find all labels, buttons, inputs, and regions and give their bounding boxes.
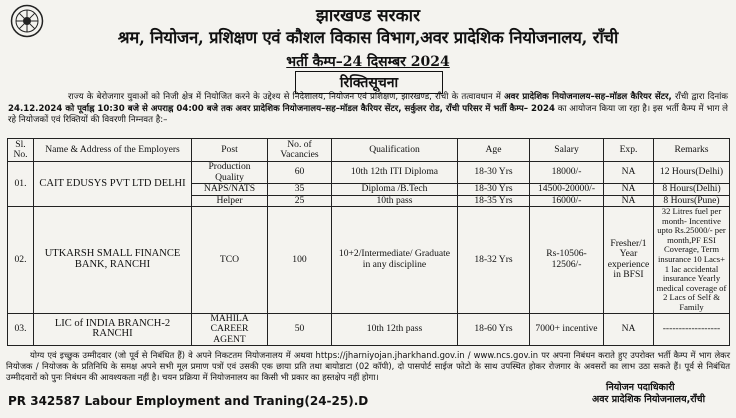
intro-text-2: राँची द्वारा दिनांक	[674, 92, 728, 102]
cell-age: 18-32 Yrs	[458, 207, 530, 314]
intro-bold-2: 24.12.2024 को पूर्वाह्न 10:30 बजे से अपराह्न 04:00 बजे तक अवर प्रादेशिक नियोजनालय–सह–मॉडल कैरियर सेंटर, सर्कुलर रोड, राँची परिसर में भर्ती कैम्प– 2024	[8, 103, 555, 114]
cell-remarks: 8 Hours(Delhi)	[654, 184, 730, 196]
intro-text-1: राज्य के बेरोजगार युवाओं को निजी क्षेत्र में नियोजित करने के उद्देश्य से निदेशालय, नियोजन एवं प्रशिक्षण, झारखण्ड, राँची के तत्वावधान में	[68, 92, 501, 102]
cell-post: TCO	[192, 207, 268, 314]
table-row	[8, 313, 730, 346]
cell-employer: CAIT EDUSYS PVT LTD DELHI	[34, 162, 192, 207]
col-header-remarks: Remarks	[654, 139, 730, 162]
cell-age: 18-35 Yrs	[458, 195, 530, 207]
col-header-salary: Salary	[530, 139, 604, 162]
col-header-qualification: Qualification	[332, 139, 458, 162]
cell-post: MAHILA CAREER AGENT	[192, 313, 268, 346]
cell-employer: LIC of INDIA BRANCH-2 RANCHI	[34, 313, 192, 346]
col-header-sl: Sl. No.	[8, 139, 34, 162]
intro-bold-1: अवर प्रादेशिक नियोजनालय–सह–मॉडल कैरियर सेंटर,	[504, 92, 672, 102]
cell-vacancies: 50	[268, 313, 332, 346]
cell-salary: 16000/-	[530, 195, 604, 207]
cell-sl: 01.	[8, 162, 34, 207]
header-government: झारखण्ड सरकार	[315, 6, 421, 26]
cell-vacancies: 35	[268, 184, 332, 196]
cell-vacancies: 25	[268, 195, 332, 207]
cell-salary: 14500-20000/-	[530, 184, 604, 196]
vacancy-table	[7, 138, 730, 346]
cell-remarks: 8 Hours(Pune)	[654, 195, 730, 207]
pr-number: PR 342587 Labour Employment and Traning(24-25).D	[8, 394, 369, 408]
signature-office: अवर प्रादेशिक नियोजनालय,राँची	[592, 394, 706, 405]
col-header-age: Age	[458, 139, 530, 162]
cell-exp: NA	[604, 162, 654, 184]
cell-remarks: 12 Hours(Delhi)	[654, 162, 730, 184]
header-vacancy-notice: रिक्तिसूचना	[295, 71, 443, 94]
intro-text-3: का आयोजन किया जा रहा है। इस भर्ती कैम्प में भाग ले रहे नियोजकों एवं रिक्तियों की विवरणी निम्नवत है:–	[8, 103, 728, 125]
cell-salary: 7000+ incentive	[530, 313, 604, 346]
cell-exp: NA	[604, 195, 654, 207]
cell-salary: 18000/-	[530, 162, 604, 184]
col-header-exp: Exp.	[604, 139, 654, 162]
cell-employer: UTKARSH SMALL FINANCE BANK, RANCHI	[34, 207, 192, 314]
cell-post: Helper	[192, 195, 268, 207]
cell-vacancies: 100	[268, 207, 332, 314]
cell-age: 18-30 Yrs	[458, 162, 530, 184]
cell-post: Production Quality	[192, 162, 268, 184]
table-row	[8, 162, 730, 184]
cell-remarks: 32 Litres fuel per month- Incentive upto Rs.25000/- per month,PF ESI Coverage, Term insurance 10 Lacs+ 1 lac accidental insurance Yearly medical coverage of 2 Lacs of Self & Family	[654, 207, 730, 314]
header-camp-date: भर्ती कैम्प–24 दिसम्बर 2024	[286, 54, 450, 70]
cell-remarks: ------------------	[654, 313, 730, 346]
cell-age: 18-60 Yrs	[458, 313, 530, 346]
cell-exp: NA	[604, 313, 654, 346]
col-header-post: Post	[192, 139, 268, 162]
footer-instructions	[6, 350, 730, 383]
table-row	[8, 207, 730, 314]
cell-salary: Rs-10506-12506/-	[530, 207, 604, 314]
cell-vacancies: 60	[268, 162, 332, 184]
cell-exp: NA	[604, 184, 654, 196]
cell-exp: Fresher/1 Year experience in BFSI	[604, 207, 654, 314]
cell-qualification: 10th pass	[332, 195, 458, 207]
cell-sl: 02.	[8, 207, 34, 314]
cell-qualification: Diploma /B.Tech	[332, 184, 458, 196]
header-department: श्रम, नियोजन, प्रशिक्षण एवं कौशल विकास विभाग,अवर प्रादेशिक नियोजनालय, राँची	[117, 28, 619, 47]
cell-sl: 03.	[8, 313, 34, 346]
intro-paragraph	[8, 92, 728, 127]
cell-post: NAPS/NATS	[192, 184, 268, 196]
cell-qualification: 10th 12th ITI Diploma	[332, 162, 458, 184]
cell-qualification: 10th 12th pass	[332, 313, 458, 346]
col-header-employer: Name & Address of the Employers	[34, 139, 192, 162]
table-header-row	[8, 139, 730, 162]
col-header-vacancies: No. of Vacancies	[268, 139, 332, 162]
signature-title: नियोजन पदाधिकारी	[606, 382, 675, 393]
footer-text: योग्य एवं इच्छुक उम्मीदवार (जो पूर्व से निबंधित हैं) वे अपने निकटतम नियोजनालय में अथवा https://jharniyojan.jharkhand.gov.in / www.ncs.gov.in पर अपना निबंधन कराते हुए उपरोक्त भर्ती कैम्प में भाग लेकर नियोजक / नियोजक के प्रतिनिधि के समक्ष अपने सभी मूल प्रमाण पत्रों एवं उसकी एक छाया प्रति तथा बायोडाटा (02 कॉपी), दो पासपोर्ट साईज फोटो के साथ उपस्थित होकर रोजगार के अवसरों का लाभ उठा सकते हैं। पूर्व से निबंधित उम्मीदवारों को पुनः निबंधन की आवश्यकता नहीं है। चयन प्रक्रिया में नियोजनालय का किसी भी प्रकार का हस्तक्षेप नहीं होगा।	[6, 350, 730, 382]
cell-qualification: 10+2/Intermediate/ Graduate in any discipline	[332, 207, 458, 314]
cell-age: 18-30 Yrs	[458, 184, 530, 196]
